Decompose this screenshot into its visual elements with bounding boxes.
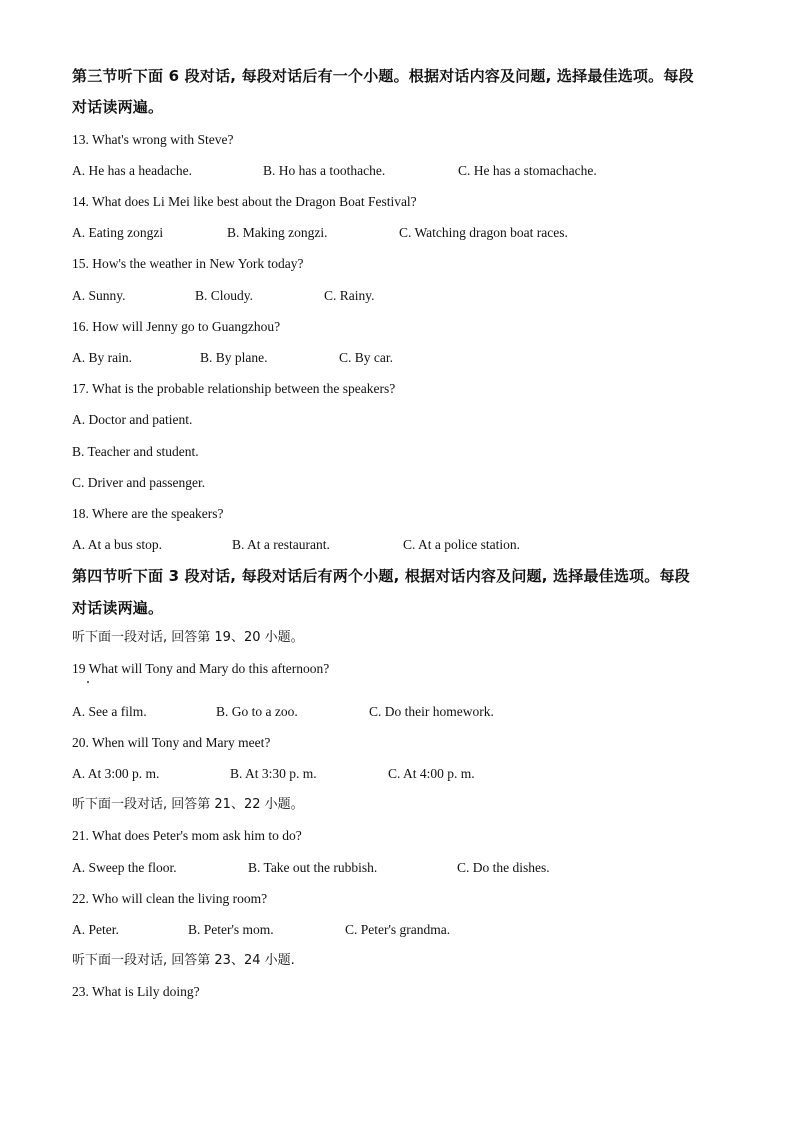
q19-option-c: C. Do their homework. [369, 704, 494, 719]
q16-option-a: A. By rain. [72, 350, 132, 365]
q16-option-b: B. By plane. [200, 350, 268, 365]
q17-option-b: B. Teacher and student. [72, 444, 199, 459]
q17-option-a: A. Doctor and patient. [72, 412, 193, 427]
question-22: 22. Who will clean the living room? [72, 891, 268, 906]
q14-option-c: C. Watching dragon boat races. [399, 225, 568, 240]
q21-option-c: C. Do the dishes. [457, 860, 550, 875]
q22-option-c: C. Peter's grandma. [345, 922, 451, 937]
stray-dot [87, 681, 89, 683]
question-17: 17. What is the probable relationship between the speakers? [72, 381, 396, 396]
question-13: 13. What's wrong with Steve? [72, 132, 234, 147]
q18-option-b: B. At a restaurant. [232, 537, 330, 552]
q19-option-a: A. See a film. [72, 704, 147, 719]
q15-option-a: A. Sunny. [72, 288, 126, 303]
question-19: 19 What will Tony and Mary do this afternoon? [72, 661, 330, 676]
q20-option-c: C. At 4:00 p. m. [388, 766, 475, 781]
section4-heading-line2: 对话读两遍。 [72, 599, 164, 617]
q13-option-a: A. He has a headache. [72, 163, 192, 178]
question-16: 16. How will Jenny go to Guangzhou? [72, 319, 281, 334]
q20-option-b: B. At 3:30 p. m. [230, 766, 317, 781]
q15-option-c: C. Rainy. [324, 288, 375, 303]
q19-option-b: B. Go to a zoo. [216, 704, 298, 719]
question-14: 14. What does Li Mei like best about the Dragon Boat Festival? [72, 194, 417, 209]
section3-heading-line2: 对话读两遍。 [72, 98, 164, 116]
question-20: 20. When will Tony and Mary meet? [72, 735, 271, 750]
instruction-19-20: 听下面一段对话, 回答第 19、20 小题。 [72, 630, 304, 645]
q14-option-a: A. Eating zongzi [72, 225, 164, 240]
section3-heading-line1: 第三节听下面 6 段对话, 每段对话后有一个小题。根据对话内容及问题, 选择最佳选项。每段 [72, 67, 694, 85]
q15-option-b: B. Cloudy. [195, 288, 254, 303]
section4-heading-line1: 第四节听下面 3 段对话, 每段对话后有两个小题, 根据对话内容及问题, 选择最佳选项。每段 [72, 567, 690, 585]
q21-option-a: A. Sweep the floor. [72, 860, 177, 875]
q18-option-c: C. At a police station. [403, 537, 520, 552]
instruction-23-24: 听下面一段对话, 回答第 23、24 小题. [72, 953, 295, 968]
q13-option-b: B. Ho has a toothache. [263, 163, 386, 178]
instruction-21-22: 听下面一段对话, 回答第 21、22 小题。 [72, 797, 304, 812]
q14-option-b: B. Making zongzi. [227, 225, 328, 240]
q20-option-a: A. At 3:00 p. m. [72, 766, 160, 781]
q16-option-c: C. By car. [339, 350, 393, 365]
q21-option-b: B. Take out the rubbish. [248, 860, 378, 875]
question-15: 15. How's the weather in New York today? [72, 256, 304, 271]
q18-option-a: A. At a bus stop. [72, 537, 163, 552]
q17-option-c: C. Driver and passenger. [72, 475, 206, 490]
q22-option-a: A. Peter. [72, 922, 119, 937]
question-18: 18. Where are the speakers? [72, 506, 224, 521]
question-23: 23. What is Lily doing? [72, 984, 200, 999]
q13-option-c: C. He has a stomachache. [458, 163, 597, 178]
q22-option-b: B. Peter's mom. [188, 922, 274, 937]
question-21: 21. What does Peter's mom ask him to do? [72, 828, 302, 843]
